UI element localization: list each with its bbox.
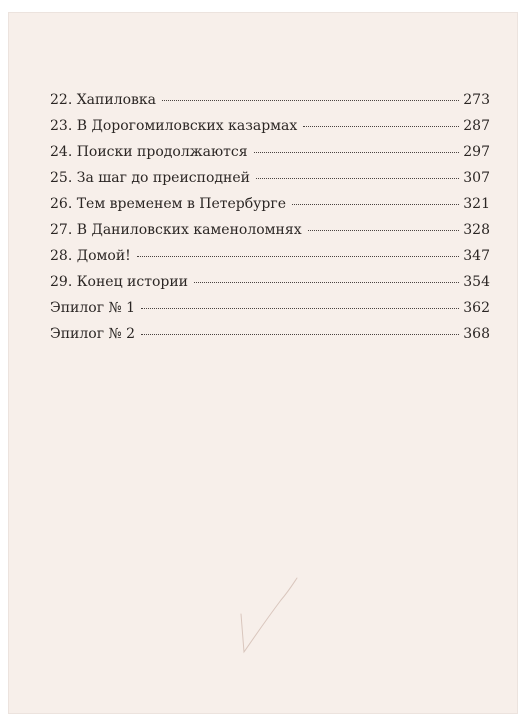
toc-entry-page: 287 (463, 118, 490, 134)
dot-leader (137, 256, 459, 257)
dot-leader (308, 230, 460, 231)
dot-leader (141, 334, 459, 335)
toc-entry (50, 144, 490, 170)
toc-entry-title: 25. За шаг до преисподней (50, 170, 250, 186)
toc-entry-title: 26. Тем временем в Петербурге (50, 196, 287, 212)
toc-entry (50, 248, 490, 274)
dot-leader (254, 152, 460, 153)
toc-entry-page: 362 (463, 300, 490, 316)
toc-entry-page: 347 (463, 248, 490, 264)
dot-leader (162, 100, 459, 101)
table-of-contents (50, 92, 490, 352)
dot-leader (256, 178, 459, 179)
book-page (8, 12, 518, 714)
toc-entry-page: 354 (463, 274, 490, 290)
toc-entry-title: 22. Хапиловка (50, 92, 156, 108)
dot-leader (292, 204, 459, 205)
dot-leader (141, 308, 459, 309)
toc-entry-title: 29. Конец истории (50, 274, 189, 290)
toc-entry (50, 196, 490, 222)
toc-entry (50, 222, 490, 248)
toc-entry (50, 326, 490, 352)
toc-entry-title: 23. В Дорогомиловских казармах (50, 118, 298, 134)
toc-entry (50, 118, 490, 144)
pencil-mark (233, 572, 313, 662)
toc-entry-title: Эпилог № 2 (50, 326, 136, 342)
toc-entry (50, 92, 490, 118)
toc-entry-page: 273 (463, 92, 490, 108)
toc-entry-page: 297 (463, 144, 490, 160)
toc-entry-title: 24. Поиски продолжаются (50, 144, 248, 160)
toc-entry-page: 321 (463, 196, 490, 212)
toc-entry-title: Эпилог № 1 (50, 300, 136, 316)
toc-entry (50, 274, 490, 300)
dot-leader (194, 282, 459, 283)
toc-entry-title: 27. В Даниловских каменоломнях (50, 222, 302, 238)
toc-entry (50, 300, 490, 326)
toc-entry-page: 328 (463, 222, 490, 238)
toc-entry-title: 28. Домой! (50, 248, 131, 264)
dot-leader (303, 126, 459, 127)
toc-entry (50, 170, 490, 196)
toc-entry-page: 368 (463, 326, 490, 342)
toc-entry-page: 307 (463, 170, 490, 186)
